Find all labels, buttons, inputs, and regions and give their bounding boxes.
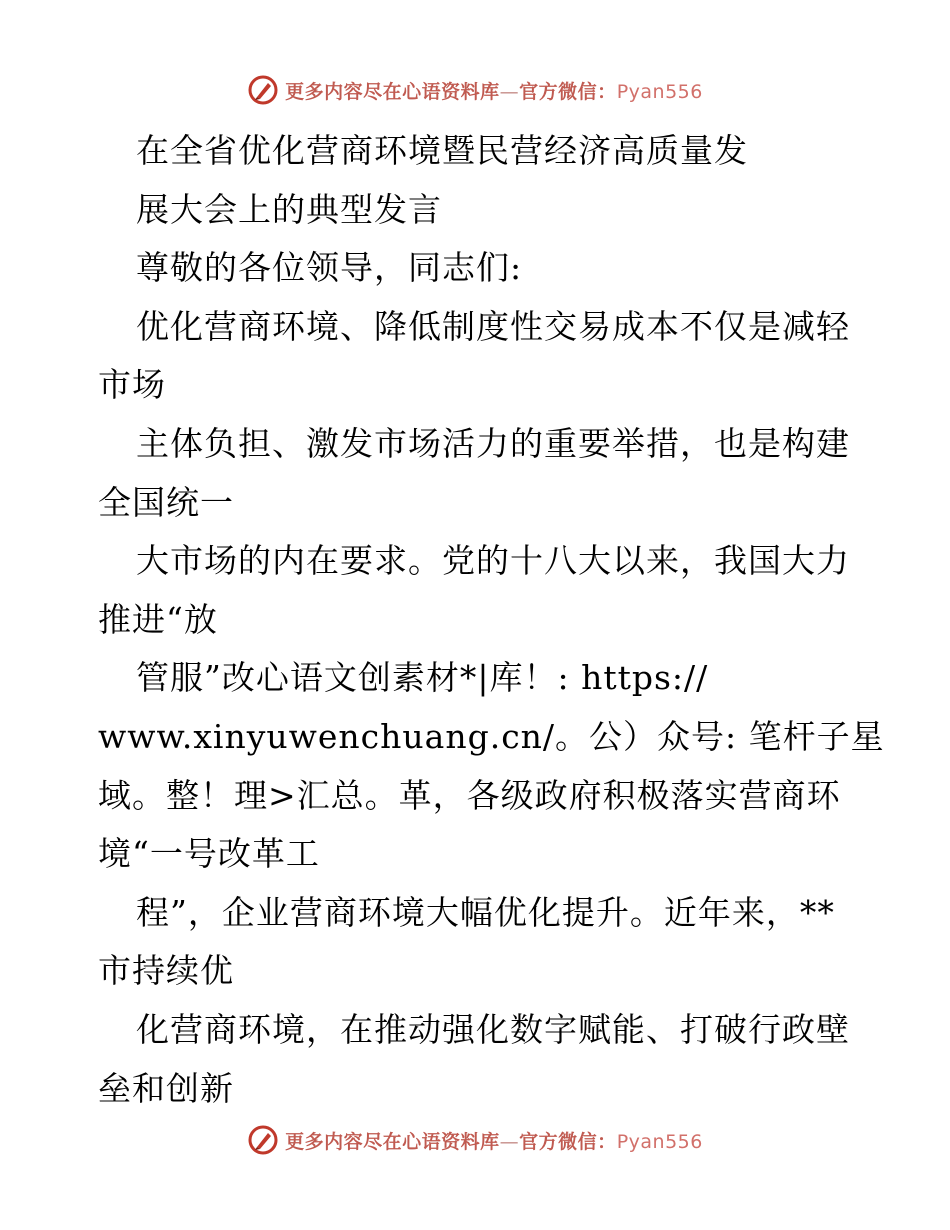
paragraph-line: 市场 <box>98 365 166 405</box>
title-line-1: 在全省优化营商环境暨民营经济高质量发 <box>136 131 748 170</box>
paragraph-line: 全国统一 <box>98 482 234 522</box>
pen-logo-icon <box>247 74 279 106</box>
salutation: 尊敬的各位领导，同志们: <box>136 248 523 288</box>
paragraph-line: 优化营商环境、降低制度性交易成本不仅是减轻 <box>136 306 850 346</box>
banner-label: 官方微信： <box>519 80 617 103</box>
pen-logo-icon <box>247 1124 279 1156</box>
footer-watermark-banner <box>0 1120 950 1160</box>
paragraph-line: 大市场的内在要求。党的十八大以来，我国大力 <box>136 541 850 581</box>
banner-wechat-id: Pyan556 <box>616 1130 703 1153</box>
paragraph-line: 管服”改心语文创素材*|库！: https:// <box>136 658 709 698</box>
title-line-2: 展大会上的典型发言 <box>136 189 442 229</box>
paragraph-line: 境“一号改革工 <box>98 834 320 874</box>
paragraph-line: 垒和创新 <box>98 1068 234 1108</box>
banner-main-text: 更多内容尽在心语资料库 <box>285 1130 500 1153</box>
document-body <box>98 122 885 1118</box>
banner-caption <box>285 77 703 104</box>
paragraph-line: 主体负担、激发市场活力的重要举措，也是构建 <box>136 423 850 463</box>
banner-separator: — <box>499 80 520 103</box>
header-watermark-banner <box>0 70 950 110</box>
paragraph-line: 化营商环境，在推动强化数字赋能、打破行政壁 <box>136 1009 850 1049</box>
banner-wechat-id: Pyan556 <box>616 80 703 103</box>
paragraph-line: 市持续优 <box>98 951 234 991</box>
banner-separator: — <box>499 1130 520 1153</box>
paragraph-line: 推进“放 <box>98 599 218 639</box>
paragraph-line: 程”，企业营商环境大幅优化提升。近年来，** <box>136 892 835 932</box>
banner-caption <box>285 1127 703 1154</box>
banner-label: 官方微信： <box>519 1130 617 1153</box>
paragraph-line: 域。整！理>汇总。革，各级政府积极落实营商环 <box>98 775 841 815</box>
banner-main-text: 更多内容尽在心语资料库 <box>285 80 500 103</box>
paragraph-line: www.xinyuwenchuang.cn/。公）众号: 笔杆子星 <box>98 716 885 756</box>
